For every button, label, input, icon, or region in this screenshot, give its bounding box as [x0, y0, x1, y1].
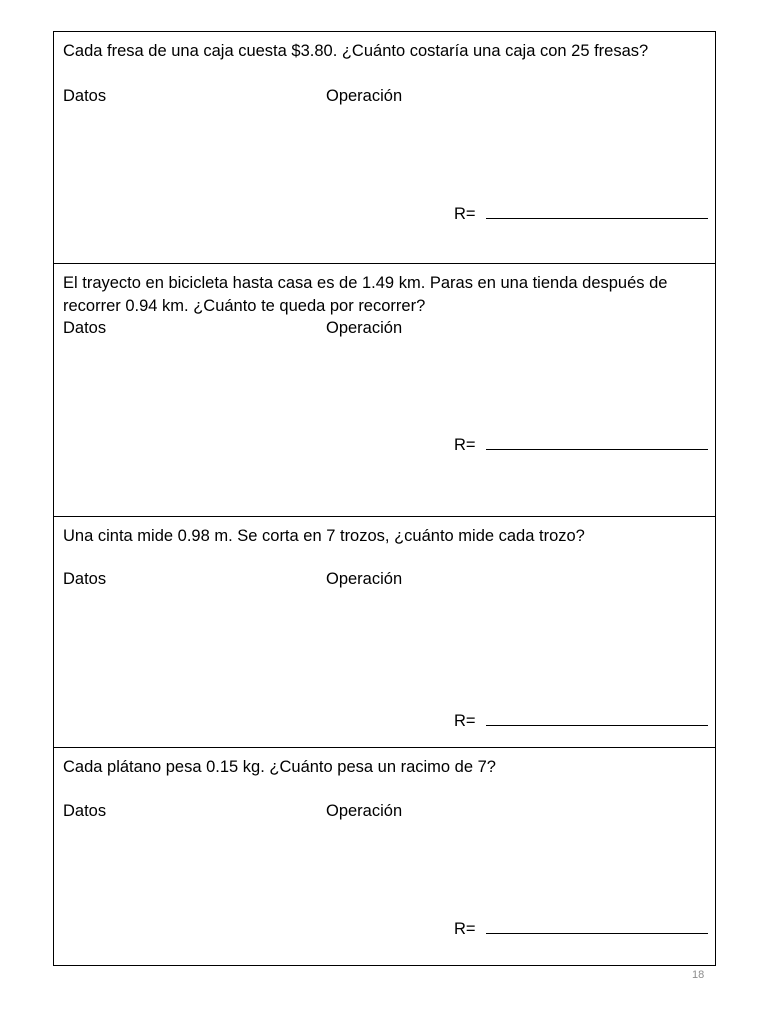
- operacion-label: Operación: [326, 87, 403, 105]
- answer-blank-line[interactable]: [486, 431, 708, 450]
- answer-label: R=: [454, 712, 476, 730]
- answer-blank-line[interactable]: [486, 200, 708, 219]
- datos-label: Datos: [63, 802, 107, 820]
- answer-row: [454, 200, 708, 226]
- answer-blank-line[interactable]: [486, 707, 708, 726]
- answer-blank-line[interactable]: [486, 915, 708, 934]
- answer-label: R=: [454, 436, 476, 454]
- problem-question: Cada fresa de una caja cuesta $3.80. ¿Cuánto costaría una caja con 25 fresas?: [63, 42, 649, 60]
- problem-question: Cada plátano pesa 0.15 kg. ¿Cuánto pesa un racimo de 7?: [63, 758, 496, 776]
- page-number: 18: [692, 969, 705, 981]
- problem-question: El trayecto en bicicleta hasta casa es de 1.49 km. Paras en una tienda después de recorrer 0.94 km. ¿Cuánto te queda por recorrer?: [63, 274, 668, 315]
- problem-1: [54, 32, 715, 264]
- worksheet-table: [53, 31, 716, 966]
- answer-label: R=: [454, 205, 476, 223]
- answer-label: R=: [454, 920, 476, 938]
- answer-row: [454, 915, 708, 941]
- datos-label: Datos: [63, 87, 107, 105]
- operacion-label: Operación: [326, 319, 403, 337]
- datos-label: Datos: [63, 570, 107, 588]
- problem-question: Una cinta mide 0.98 m. Se corta en 7 trozos, ¿cuánto mide cada trozo?: [63, 527, 585, 545]
- operacion-label: Operación: [326, 570, 403, 588]
- answer-row: [454, 431, 708, 457]
- problem-3: [54, 517, 715, 748]
- operacion-label: Operación: [326, 802, 403, 820]
- answer-row: [454, 707, 708, 733]
- problem-2: [54, 264, 715, 517]
- datos-label: Datos: [63, 319, 107, 337]
- problem-4: [54, 748, 715, 967]
